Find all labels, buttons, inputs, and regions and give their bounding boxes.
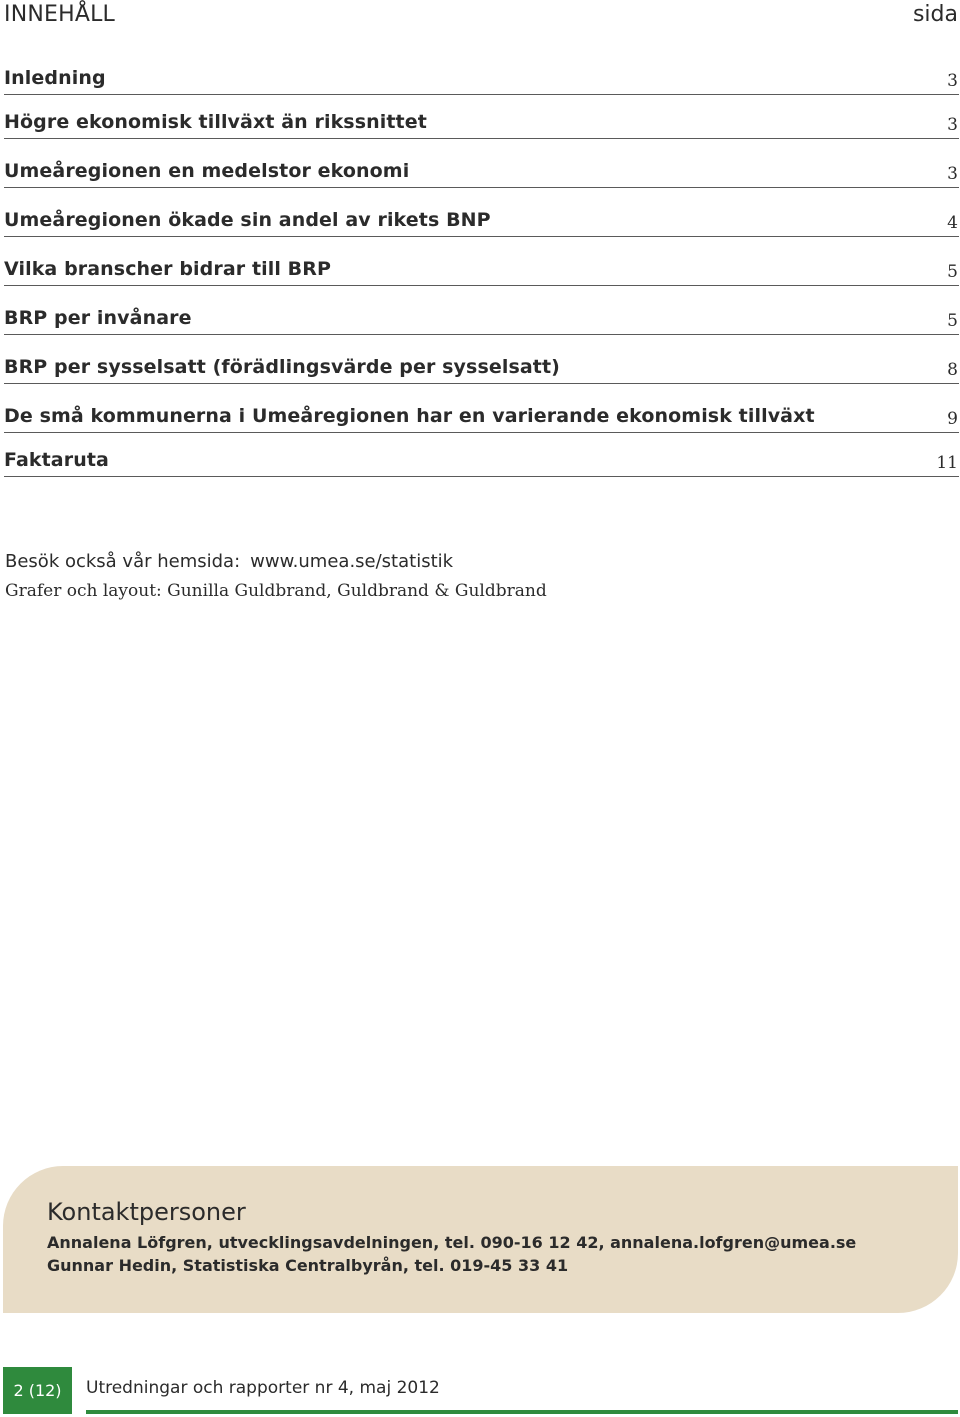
toc-entry-label: Faktaruta (4, 449, 109, 471)
contact-line: Annalena Löfgren, utvecklingsavdelningen, tel. 090-16 12 42, annalena.lofgren@umea.se (47, 1233, 857, 1252)
toc-entry-faktaruta[interactable] (4, 433, 959, 477)
toc-entry-branscher-brp[interactable] (4, 237, 959, 286)
toc-entry-page: 3 (947, 164, 958, 184)
contact-box (3, 1166, 958, 1313)
toc-entry-brp-per-invanare[interactable] (4, 286, 959, 335)
toc-entry-page: 11 (936, 453, 958, 473)
toc-entry-page: 5 (947, 262, 958, 282)
footer-publication: Utredningar och rapporter nr 4, maj 2012 (86, 1378, 440, 1398)
footer-rule (86, 1410, 958, 1414)
toc-entry-label: Umeåregionen en medelstor ekonomi (4, 160, 410, 182)
toc-entry-label: Vilka branscher bidrar till BRP (4, 258, 332, 280)
page-number-badge: 2 (12) (3, 1367, 72, 1414)
website-link[interactable]: www.umea.se/statistik (250, 551, 454, 572)
credits-line: Grafer och layout: Gunilla Guldbrand, Guldbrand & Guldbrand (5, 581, 547, 601)
website-label: Besök också vår hemsida: (5, 551, 241, 572)
toc-entry-label: Inledning (4, 67, 106, 89)
toc-entry-label: Högre ekonomisk tillväxt än rikssnittet (4, 111, 427, 133)
toc-title: INNEHÅLL (4, 2, 116, 27)
toc-entry-page: 3 (947, 71, 958, 91)
toc-entry-page: 4 (947, 213, 958, 233)
contact-heading: Kontaktpersoner (47, 1198, 246, 1226)
toc-entry-label: Umeåregionen ökade sin andel av rikets BNP (4, 209, 491, 231)
toc-entry-label: BRP per invånare (4, 307, 192, 329)
toc-header (4, 0, 958, 32)
toc-entry-label: De små kommunerna i Umeåregionen har en varierande ekonomisk tillväxt (4, 405, 815, 427)
toc-entry-hogre-tillvaxt[interactable] (4, 95, 959, 139)
toc-entry-page: 9 (947, 409, 958, 429)
toc-entry-page: 3 (947, 115, 958, 135)
toc-entry-inledning[interactable] (4, 58, 959, 95)
toc-entry-sma-kommunerna[interactable] (4, 384, 959, 433)
toc-entry-medelstor-ekonomi[interactable] (4, 139, 959, 188)
toc-list (4, 58, 959, 477)
toc-entry-brp-per-sysselsatt[interactable] (4, 335, 959, 384)
toc-entry-andel-bnp[interactable] (4, 188, 959, 237)
contact-line: Gunnar Hedin, Statistiska Centralbyrån, tel. 019-45 33 41 (47, 1256, 569, 1275)
website-line (5, 551, 453, 572)
toc-entry-page: 8 (947, 360, 958, 380)
toc-entry-page: 5 (947, 311, 958, 331)
toc-page-column-heading: sida (912, 2, 958, 27)
toc-entry-label: BRP per sysselsatt (förädlingsvärde per sysselsatt) (4, 356, 560, 378)
